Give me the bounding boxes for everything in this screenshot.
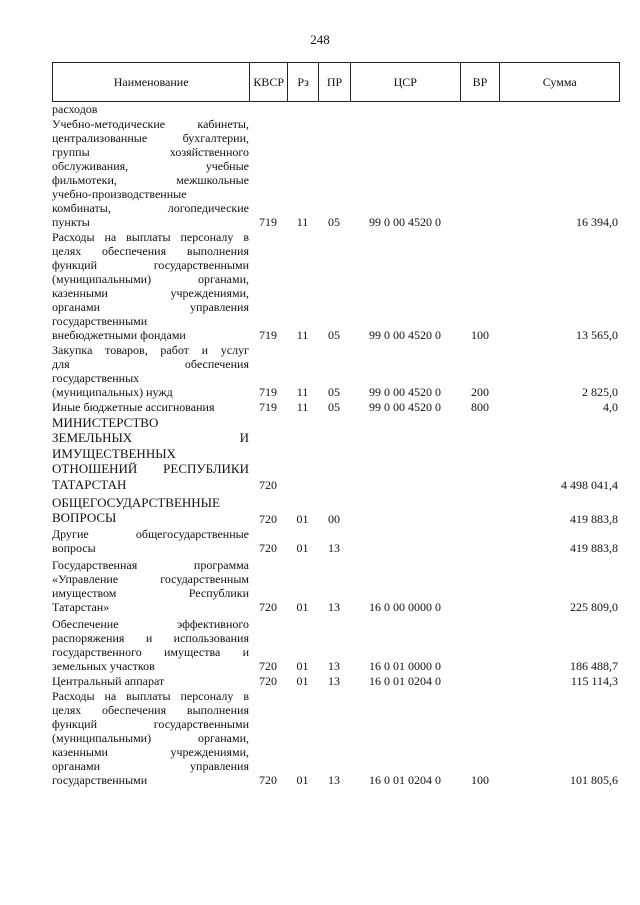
row-name-line: (муниципальными) органами, bbox=[52, 730, 249, 745]
row-name-line: группы хозяйственного bbox=[52, 145, 249, 159]
row-name-line: «Управление государственным bbox=[52, 571, 249, 586]
row-rz: 11 bbox=[296, 385, 309, 399]
row-rz: 01 bbox=[296, 772, 309, 787]
row-name-line: ТАТАРСТАН bbox=[52, 476, 127, 492]
row-kvsr: 719 bbox=[259, 400, 277, 414]
row-sum: 4,0 bbox=[603, 400, 618, 414]
row-name-line: ЗЕМЕЛЬНЫХ И bbox=[52, 430, 249, 446]
row-name-line: централизованные бухгалтерии, bbox=[52, 131, 249, 145]
row-name-line: казенными учреждениями, bbox=[52, 744, 249, 759]
header-name: Наименование bbox=[113, 74, 189, 89]
row-name bbox=[52, 617, 249, 673]
row-name-line: учебно-производственные bbox=[52, 187, 187, 201]
header-rz: Рз bbox=[287, 63, 318, 101]
row-csr: 99 0 00 4520 0 bbox=[369, 400, 441, 414]
row-name-line: целях обеспечения выполнения bbox=[52, 702, 249, 717]
row-name-line: комбинаты, логопедические bbox=[52, 201, 249, 215]
row-name bbox=[52, 674, 249, 688]
row-kvsr: 720 bbox=[259, 599, 277, 614]
row-name-line: функций государственными bbox=[52, 716, 249, 731]
row-pr: 13 bbox=[328, 673, 340, 688]
row-sum: 186 488,7 bbox=[570, 658, 618, 673]
row-name-line: органами управления bbox=[52, 758, 249, 773]
row-rz: 01 bbox=[296, 511, 309, 526]
row-name-line: Учебно-методические кабинеты, bbox=[52, 117, 249, 131]
table-row bbox=[52, 674, 620, 688]
row-name bbox=[52, 558, 249, 614]
row-vr: 800 bbox=[471, 400, 489, 414]
table-row bbox=[52, 415, 620, 492]
row-name-line: расходов bbox=[52, 102, 98, 116]
row-name-line: обслуживания, учебные bbox=[52, 159, 249, 173]
row-name bbox=[52, 102, 249, 116]
row-name-line: Центральный аппарат bbox=[52, 673, 165, 688]
table-row bbox=[52, 527, 620, 555]
row-name-line: государственных bbox=[52, 371, 140, 385]
row-kvsr: 720 bbox=[259, 540, 277, 555]
row-rz: 11 bbox=[296, 400, 309, 414]
table-row bbox=[52, 343, 620, 399]
row-name-line: ОТНОШЕНИЙ РЕСПУБЛИКИ bbox=[52, 461, 249, 477]
row-name bbox=[52, 495, 249, 526]
table-row bbox=[52, 102, 620, 116]
row-kvsr: 720 bbox=[259, 658, 277, 673]
table-row bbox=[52, 689, 620, 787]
row-vr: 100 bbox=[471, 772, 489, 787]
row-name bbox=[52, 527, 249, 555]
row-kvsr: 720 bbox=[259, 511, 277, 526]
row-name-line: казенными учреждениями, bbox=[52, 286, 249, 300]
row-pr: 13 bbox=[328, 540, 340, 555]
row-name bbox=[52, 230, 249, 342]
row-name-line: ВОПРОСЫ bbox=[52, 510, 117, 526]
row-name bbox=[52, 689, 249, 787]
row-csr: 99 0 00 4520 0 bbox=[369, 328, 441, 342]
table-row bbox=[52, 617, 620, 673]
row-pr: 13 bbox=[328, 772, 340, 787]
row-sum: 16 394,0 bbox=[576, 215, 618, 229]
row-name-line: Обеспечение эффективного bbox=[52, 616, 249, 631]
row-rz: 11 bbox=[296, 215, 309, 229]
row-name-line: Другие общегосударственные bbox=[52, 526, 249, 541]
row-csr: 99 0 00 4520 0 bbox=[369, 385, 441, 399]
row-pr: 05 bbox=[328, 215, 340, 229]
row-name-line: органами управления bbox=[52, 300, 249, 314]
row-name-line: внебюджетными фондами bbox=[52, 328, 186, 342]
table-row bbox=[52, 400, 620, 414]
table-body bbox=[52, 102, 620, 788]
row-name-line: Расходы на выплаты персоналу в bbox=[52, 230, 249, 244]
row-kvsr: 720 bbox=[259, 772, 277, 787]
row-name-line: (муниципальных) нужд bbox=[52, 385, 173, 399]
row-csr: 99 0 00 4520 0 bbox=[369, 215, 441, 229]
row-sum: 4 498 041,4 bbox=[561, 478, 618, 493]
header-kvsr: КВСР bbox=[249, 63, 287, 101]
row-rz: 01 bbox=[296, 658, 309, 673]
row-name-line: государственными bbox=[52, 772, 148, 787]
row-rz: 01 bbox=[296, 673, 309, 688]
table-row bbox=[52, 495, 620, 526]
row-kvsr: 719 bbox=[259, 328, 277, 342]
row-pr: 00 bbox=[328, 511, 340, 526]
table-row bbox=[52, 230, 620, 342]
row-name-line: государственного имущества и bbox=[52, 644, 249, 659]
row-name-line: имуществом Республики bbox=[52, 585, 249, 600]
row-pr: 05 bbox=[328, 400, 340, 414]
row-vr: 100 bbox=[471, 328, 489, 342]
row-name-line: Расходы на выплаты персоналу в bbox=[52, 688, 249, 703]
row-kvsr: 720 bbox=[259, 673, 277, 688]
row-name bbox=[52, 415, 249, 492]
table-row bbox=[52, 117, 620, 229]
row-sum: 419 883,8 bbox=[570, 511, 618, 526]
table-row bbox=[52, 558, 620, 614]
row-pr: 05 bbox=[328, 328, 340, 342]
header-csr: ЦСР bbox=[350, 63, 460, 101]
row-name-line: целях обеспечения выполнения bbox=[52, 244, 249, 258]
row-name-line: земельных участков bbox=[52, 658, 155, 673]
row-csr: 16 0 01 0000 0 bbox=[369, 658, 441, 673]
row-name-line: для обеспечения bbox=[52, 357, 249, 371]
row-pr: 05 bbox=[328, 385, 340, 399]
row-sum: 225 809,0 bbox=[570, 599, 618, 614]
row-kvsr: 720 bbox=[259, 478, 277, 493]
row-name-line: пункты bbox=[52, 215, 90, 229]
row-name-line: государственными bbox=[52, 314, 148, 328]
row-name-line: ОБЩЕГОСУДАРСТВЕННЫЕ bbox=[52, 495, 220, 511]
table-header bbox=[52, 62, 620, 102]
row-name-line: (муниципальными) органами, bbox=[52, 272, 249, 286]
row-name-line: МИНИСТЕРСТВО bbox=[52, 415, 159, 430]
row-pr: 13 bbox=[328, 658, 340, 673]
row-sum: 115 114,3 bbox=[570, 673, 618, 688]
row-name-line: Государственная программа bbox=[52, 557, 249, 572]
row-kvsr: 719 bbox=[259, 215, 277, 229]
row-name-line: Закупка товаров, работ и услуг bbox=[52, 343, 249, 357]
row-rz: 11 bbox=[296, 328, 309, 342]
row-csr: 16 0 01 0204 0 bbox=[369, 673, 441, 688]
row-kvsr: 719 bbox=[259, 385, 277, 399]
row-sum: 2 825,0 bbox=[582, 385, 618, 399]
row-csr: 16 0 00 0000 0 bbox=[369, 599, 441, 614]
row-sum: 419 883,8 bbox=[570, 540, 618, 555]
row-name-line: Татарстан» bbox=[52, 599, 110, 614]
row-name-line: Иные бюджетные ассигнования bbox=[52, 400, 215, 414]
row-pr: 13 bbox=[328, 599, 340, 614]
header-pr: ПР bbox=[318, 63, 350, 101]
row-name-line: фильмотеки, межшкольные bbox=[52, 173, 249, 187]
row-name bbox=[52, 343, 249, 399]
row-name bbox=[52, 400, 249, 414]
row-vr: 200 bbox=[471, 385, 489, 399]
row-csr: 16 0 01 0204 0 bbox=[369, 772, 441, 787]
row-rz: 01 bbox=[296, 540, 309, 555]
row-name-line: ИМУЩЕСТВЕННЫХ bbox=[52, 445, 176, 461]
header-sum: Сумма bbox=[499, 63, 619, 101]
row-sum: 101 805,6 bbox=[570, 772, 618, 787]
row-name bbox=[52, 117, 249, 229]
header-vr: ВР bbox=[460, 63, 500, 101]
page-number: 248 bbox=[310, 32, 330, 47]
row-rz: 01 bbox=[296, 599, 309, 614]
row-name-line: распоряжения и использования bbox=[52, 630, 249, 645]
row-sum: 13 565,0 bbox=[576, 328, 618, 342]
row-name-line: вопросы bbox=[52, 540, 96, 555]
row-name-line: функций государственными bbox=[52, 258, 249, 272]
